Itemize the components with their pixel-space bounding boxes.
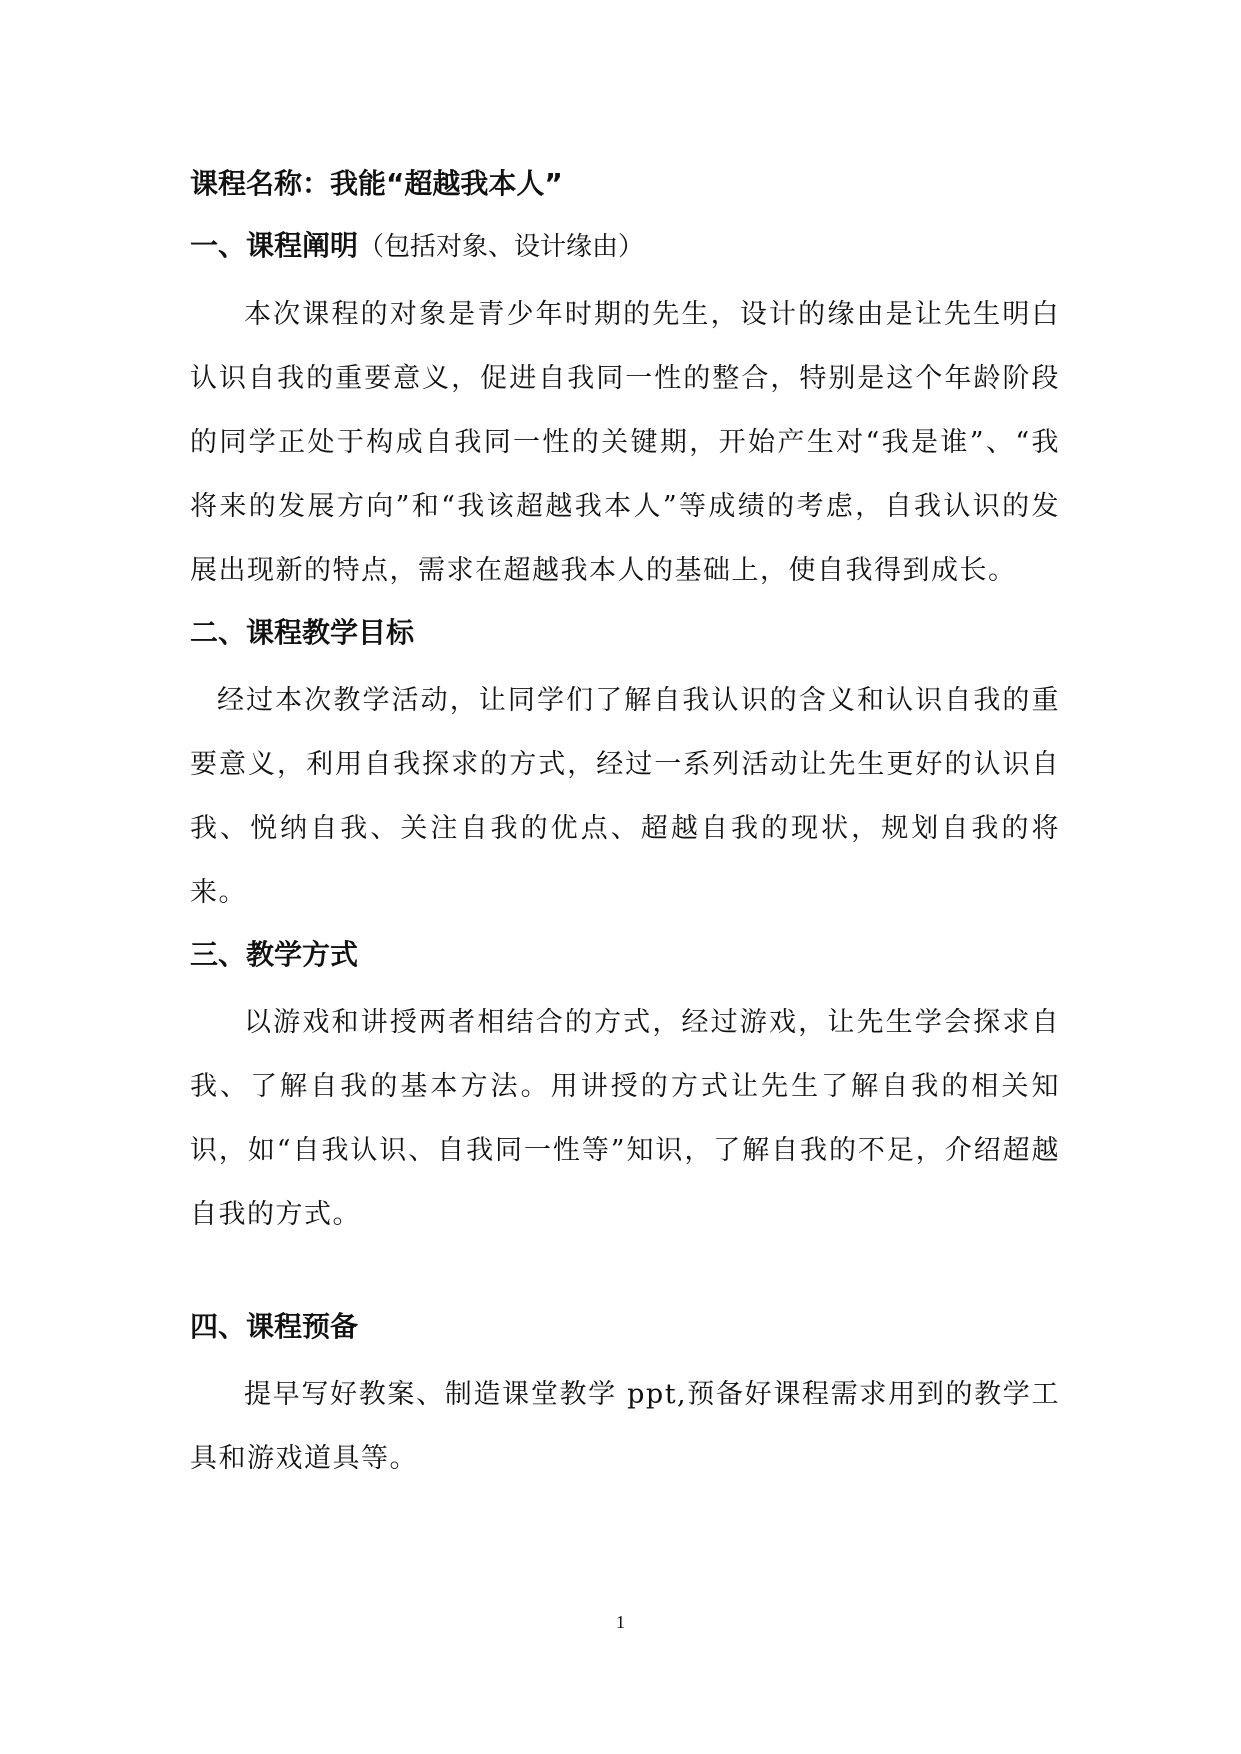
section-body-1: 本次课程的对象是青少年时期的先生，设计的缘由是让先生明白认识自我的重要意义，促进自我同一性的整合，特别是这个年龄阶段的同学正处于构成自我同一性的关键期，开始产生对“我是谁”、“我将来的发展方向”和“我该超越我本人”等成绩的考虑，自我认识的发展出现新的特点，需求在超越我本人的基础上，使自我得到成长。 (190, 299, 1060, 586)
section-heading-3: 三、教学方式 (190, 938, 359, 971)
section-body-2: 经过本次教学活动，让同学们了解自我认识的含义和认识自我的重要意义，利用自我探求的方式，经过一系列活动让先生更好的认识自我、悦纳自我、关注自我的优点、超越自我的现状，规划自我的将来。 (190, 685, 1060, 908)
page-number: 1 (616, 1612, 625, 1632)
section-heading-1 (190, 220, 1060, 273)
section-heading-2: 二、课程教学目标 (190, 616, 415, 649)
section-body-3: 以游戏和讲授两者相结合的方式，经过游戏，让先生学会探求自我、了解自我的基本方法。用讲授的方式让先生了解自我的相关知识，如“自我认识、自我同一性等”知识，了解自我的不足，介绍超越自我的方式。 (190, 1007, 1060, 1230)
document-body (190, 158, 1060, 1495)
section-heading-4: 四、课程预备 (190, 1310, 359, 1343)
section-body-4: 提早写好教案、制造课堂教学 ppt,预备好课程需求用到的教学工具和游戏道具等。 (190, 1379, 1060, 1474)
spacer (190, 1251, 1060, 1301)
course-title: 课程名称：我能“超越我本人” (190, 167, 563, 200)
section-heading-1-text: 一、课程阐明 (190, 229, 359, 262)
section-heading-1-note: （包括对象、设计缘由） (358, 232, 645, 262)
